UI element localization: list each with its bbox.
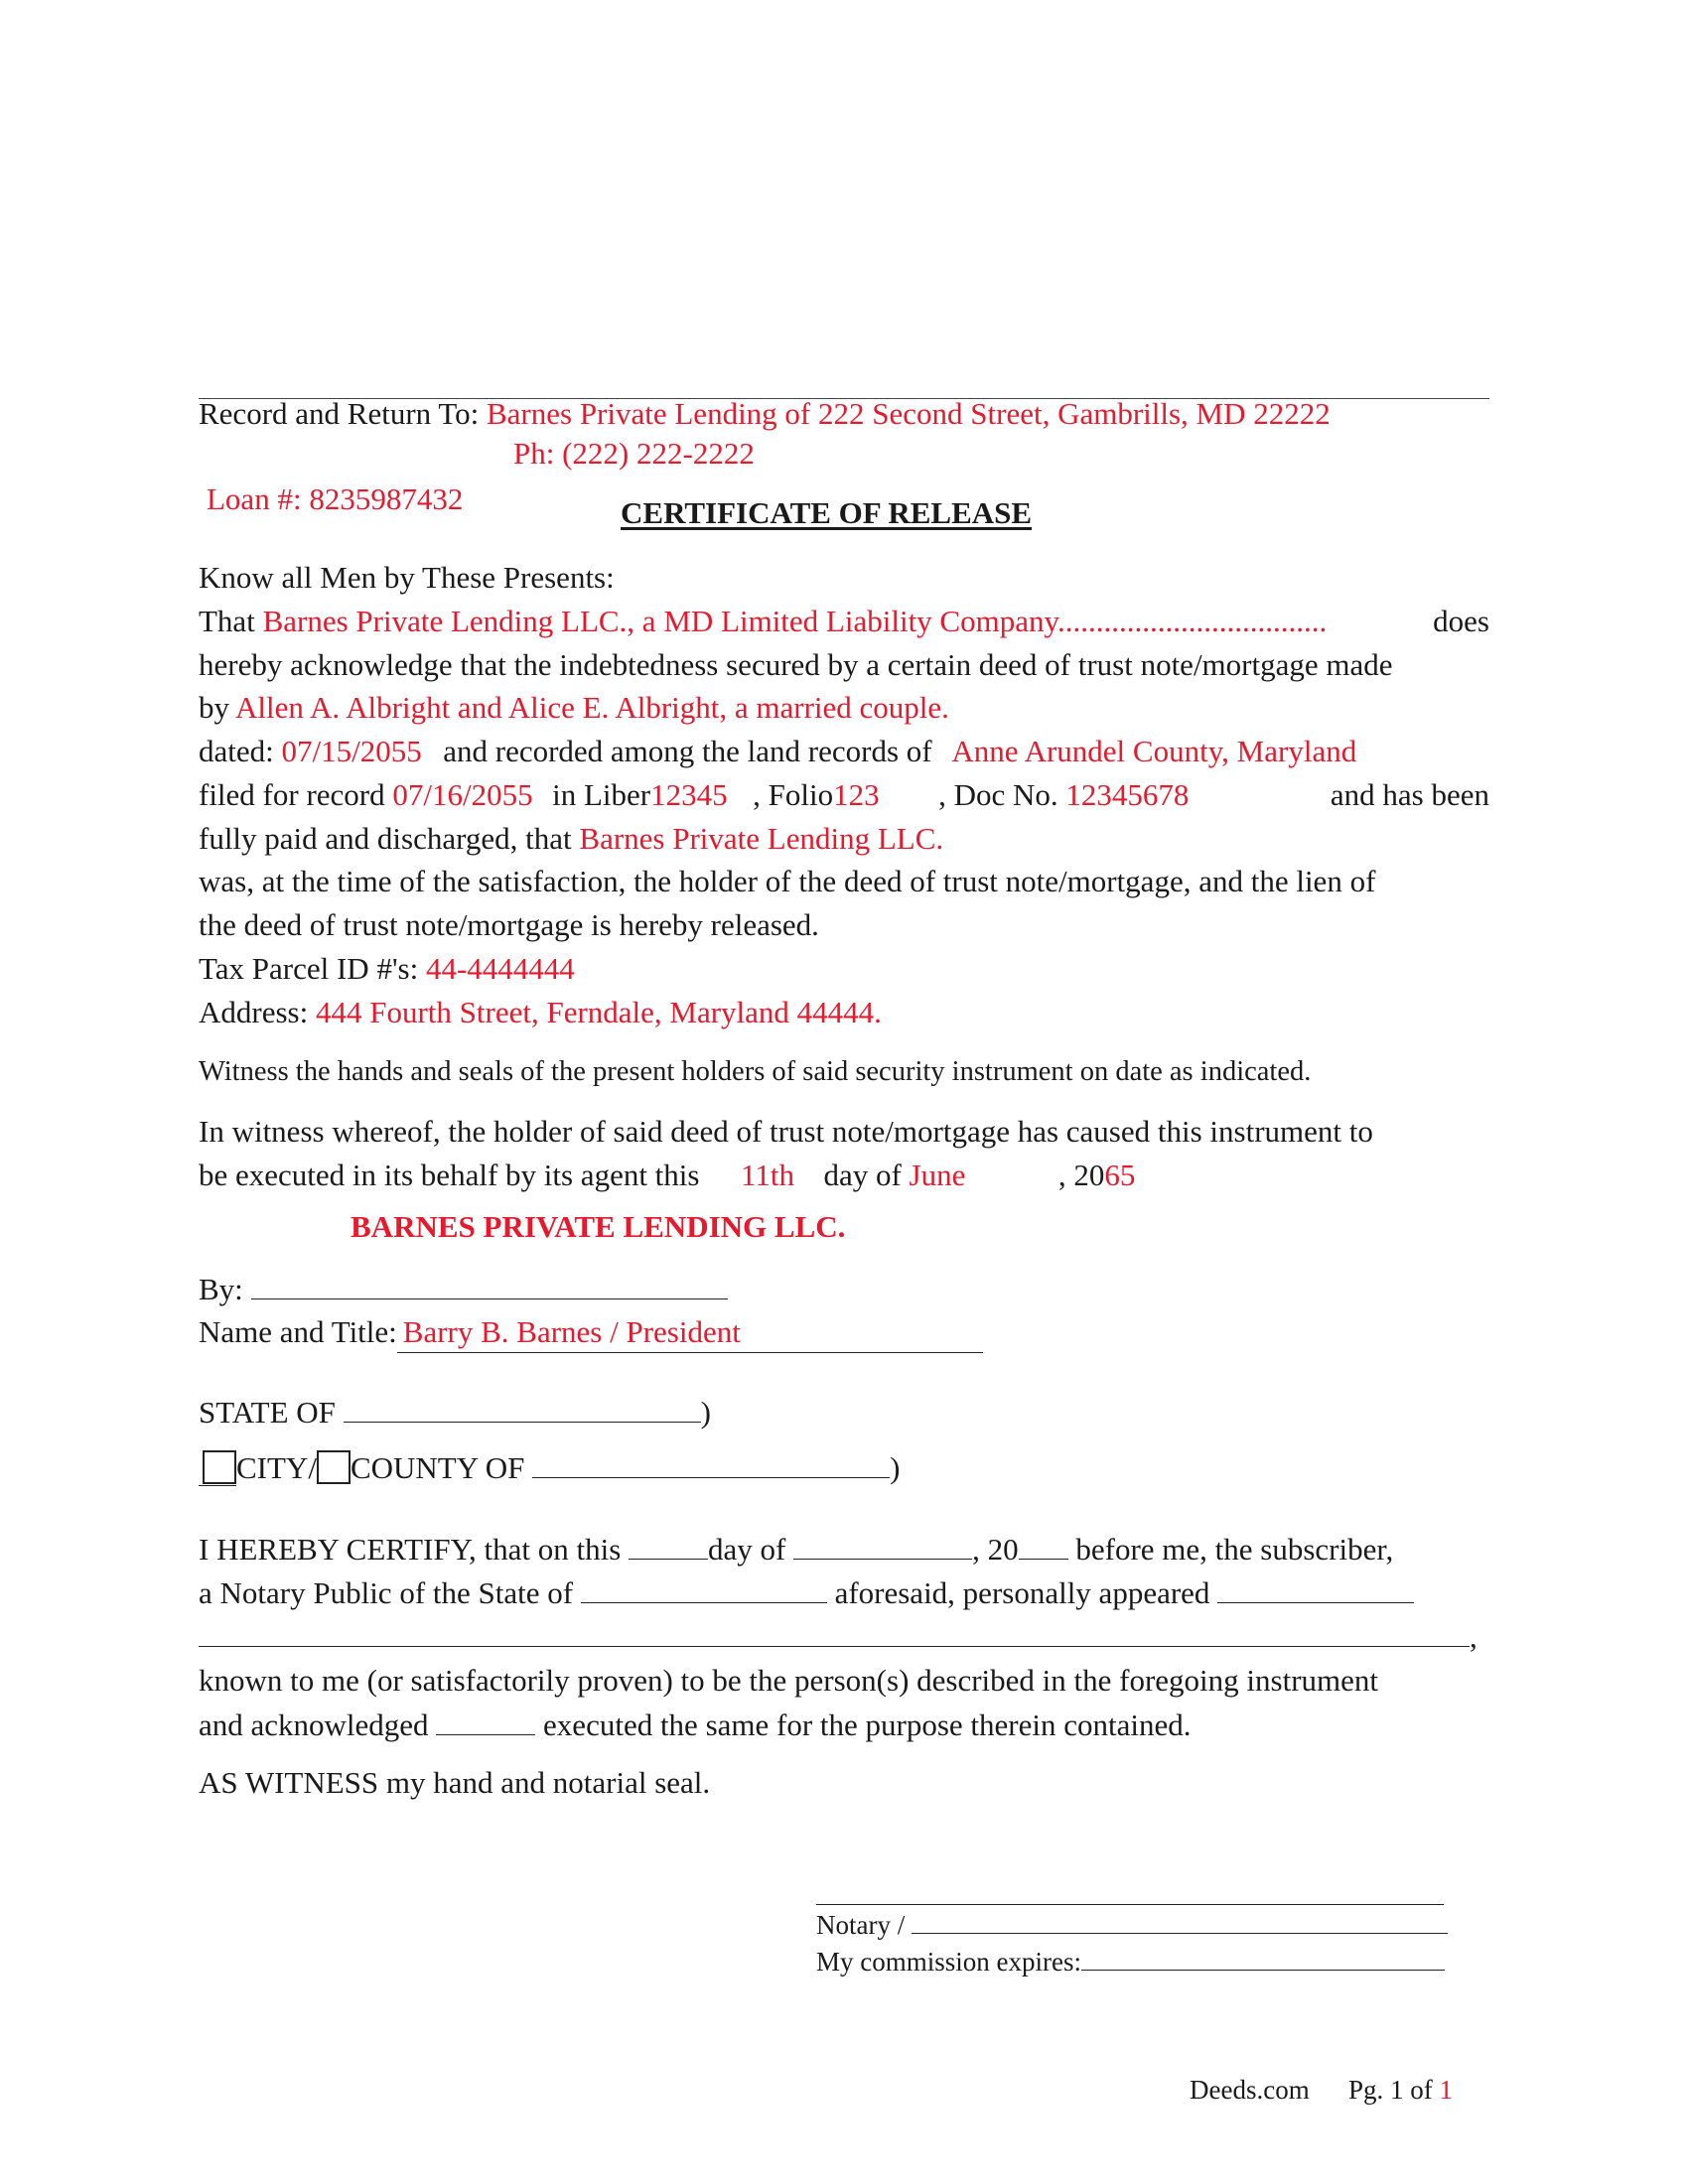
tax-label: Tax Parcel ID #'s:	[199, 951, 419, 986]
commission-blank[interactable]	[1081, 1944, 1445, 1971]
footer-site: Deeds.com	[1190, 2075, 1310, 2105]
certify-line-1	[199, 1529, 1393, 1570]
by-signature-line	[199, 1269, 728, 1309]
loan-label: Loan #:	[207, 481, 302, 516]
address-label: Address:	[199, 995, 309, 1029]
certify-month-blank[interactable]	[793, 1529, 972, 1560]
certify-state-blank[interactable]	[581, 1572, 827, 1603]
certify-appeared-blank[interactable]	[1217, 1572, 1414, 1603]
appeared-name-blank[interactable]	[199, 1616, 1470, 1647]
certify-line-2	[199, 1572, 1414, 1613]
city-county-line	[199, 1447, 900, 1488]
record-return-line	[199, 394, 1331, 434]
by-signature-blank[interactable]	[251, 1269, 728, 1299]
city-checkbox-wrap	[199, 1450, 236, 1486]
witness-whereof-line: In witness whereof, the holder of said deed of trust note/mortgage has caused this instrument to	[199, 1114, 1373, 1149]
acknowledge-line: hereby acknowledge that the indebtedness secured by a certain deed of trust note/mortgage made	[199, 647, 1393, 682]
by-sign-label: By:	[199, 1272, 243, 1306]
year-suffix: 65	[1104, 1158, 1136, 1192]
state-of-label: STATE OF	[199, 1395, 336, 1430]
notary-name-line	[816, 1907, 1448, 1942]
state-paren: )	[700, 1395, 711, 1430]
county-of-label: COUNTY OF	[350, 1450, 525, 1485]
doc-value: 12345678	[1065, 777, 1190, 812]
dated-value: 07/15/2055	[281, 734, 422, 768]
address-line	[199, 993, 882, 1032]
ack-blank[interactable]	[436, 1705, 535, 1735]
certify-year-blank[interactable]	[1019, 1529, 1068, 1560]
witness-hands-line: Witness the hands and seals of the present holders of said security instrument on date as indicated.	[199, 1056, 1312, 1087]
intro-line: Know all Men by These Presents:	[199, 560, 615, 595]
has-been-label: and has been	[1330, 777, 1489, 812]
page-label: Pg. 1 of	[1348, 2075, 1433, 2105]
state-of-line	[199, 1392, 711, 1433]
name-title-value: Barry B. Barnes / President	[402, 1314, 741, 1349]
year-prefix: , 20	[1057, 1158, 1105, 1192]
dated-label: dated:	[199, 734, 274, 768]
holder-name: Barnes Private Lending LLC., a MD Limited Liability Company	[262, 604, 1057, 638]
certify-before: before me, the subscriber,	[1075, 1532, 1394, 1567]
appeared-name-line	[199, 1616, 1477, 1657]
record-label: Record and Return To:	[199, 396, 480, 431]
name-title-line	[199, 1312, 983, 1353]
executed-line	[199, 1156, 1135, 1195]
city-checkbox[interactable]	[203, 1450, 236, 1484]
tax-id: 44-4444444	[425, 951, 575, 986]
by-label: by	[199, 690, 229, 725]
certify-notary-state: a Notary Public of the State of	[199, 1575, 574, 1610]
paid-line	[199, 819, 943, 859]
name-title-field[interactable]	[397, 1312, 983, 1353]
certify-day-of: day of	[708, 1532, 786, 1567]
document-title: CERTIFICATE OF RELEASE	[621, 495, 1033, 530]
holder-dots: ...................................	[1056, 604, 1328, 638]
folio-label: , Folio	[753, 777, 834, 812]
holder-line	[199, 602, 1489, 641]
acknowledged-line	[199, 1705, 1192, 1745]
certify-year-prefix: , 20	[972, 1532, 1019, 1567]
certify-day-blank[interactable]	[629, 1529, 708, 1560]
as-witness-line: AS WITNESS my hand and notarial seal.	[199, 1765, 711, 1800]
address-value: 444 Fourth Street, Ferndale, Maryland 44444.	[315, 995, 882, 1029]
folio-value: 123	[833, 777, 880, 812]
commission-label: My commission expires:	[816, 1947, 1081, 1977]
liber-label: in Liber	[552, 777, 651, 812]
county-checkbox[interactable]	[317, 1450, 351, 1484]
state-blank[interactable]	[344, 1392, 701, 1423]
day-of-label: day of	[823, 1158, 902, 1192]
satisfaction-line: was, at the time of the satisfaction, the holder of the deed of trust note/mortgage, and the lien of	[199, 864, 1376, 898]
paid-holder: Barnes Private Lending LLC.	[579, 821, 944, 856]
recorded-among-label: and recorded among the land records of	[443, 734, 932, 768]
ack-rest: executed the same for the purpose therein contained.	[543, 1707, 1192, 1742]
released-line: the deed of trust note/mortgage is hereby released.	[199, 907, 819, 942]
loan-line	[207, 479, 463, 519]
footer-page	[1348, 2075, 1453, 2106]
that-label: That	[199, 604, 255, 638]
tax-parcel-line	[199, 949, 575, 989]
doc-label: , Doc No.	[938, 777, 1058, 812]
filed-value: 07/16/2055	[392, 777, 533, 812]
appeared-comma: ,	[1470, 1619, 1477, 1654]
city-label: CITY/	[236, 1450, 317, 1485]
made-by-line	[199, 688, 949, 728]
commission-line	[816, 1944, 1445, 1979]
known-line: known to me (or satisfactorily proven) to be the person(s) described in the foregoing instrument	[199, 1663, 1379, 1698]
certify-appeared: aforesaid, personally appeared	[834, 1575, 1210, 1610]
executed-label: be executed in its behalf by its agent this	[199, 1158, 700, 1192]
certify-this-label: I HEREBY CERTIFY, that on this	[199, 1532, 622, 1567]
filed-label: filed for record	[199, 777, 385, 812]
county-paren: )	[890, 1450, 901, 1485]
filed-line	[199, 775, 1489, 815]
exec-month: June	[909, 1158, 966, 1192]
record-phone: Ph: (222) 222-2222	[513, 436, 755, 471]
record-name: Barnes Private Lending of 222 Second Street, Gambrills, MD 22222	[486, 396, 1331, 431]
signer-company: BARNES PRIVATE LENDING LLC.	[351, 1209, 846, 1244]
paid-label: fully paid and discharged, that	[199, 821, 572, 856]
name-title-label: Name and Title:	[199, 1314, 397, 1349]
loan-number: 8235987432	[309, 481, 464, 516]
county-value: Anne Arundel County, Maryland	[951, 734, 1357, 768]
ack-label: and acknowledged	[199, 1707, 429, 1742]
notary-signature-line[interactable]	[816, 1904, 1444, 1905]
dated-line	[199, 732, 1356, 771]
county-blank[interactable]	[532, 1447, 890, 1478]
notary-label: Notary /	[816, 1910, 906, 1940]
liber-value: 12345	[650, 777, 728, 812]
does-label: does	[1433, 604, 1489, 638]
made-by-names: Allen A. Albright and Alice E. Albright, a married couple.	[235, 690, 949, 725]
page-total: 1	[1439, 2075, 1454, 2105]
notary-name-blank[interactable]	[912, 1907, 1448, 1934]
exec-day: 11th	[740, 1158, 794, 1192]
